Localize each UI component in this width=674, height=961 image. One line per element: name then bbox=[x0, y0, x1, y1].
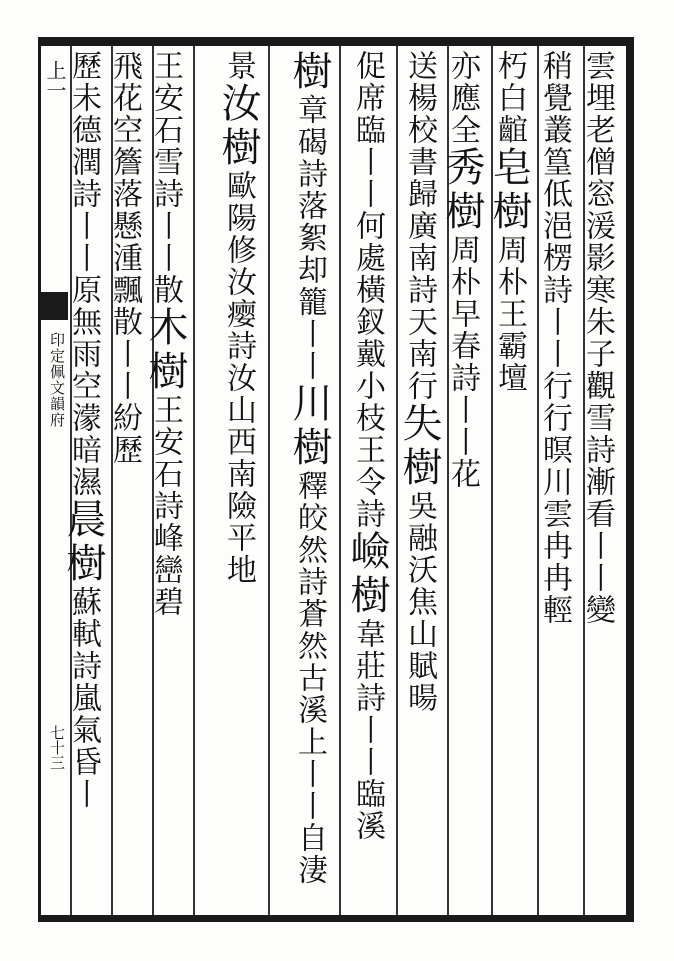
column-text: 飄散丨丨紛歷 bbox=[107, 274, 142, 466]
entry-heading: 嶮樹 bbox=[344, 530, 390, 618]
text-column-11 bbox=[60, 50, 110, 912]
frame-top-border bbox=[38, 37, 634, 46]
column-text: 促席臨丨丨何處橫釵戴小枝王令詩 bbox=[350, 50, 385, 530]
text-column-1 bbox=[580, 50, 624, 912]
entry-heading: 失樹 bbox=[396, 402, 442, 490]
entry-heading: 汝樹 bbox=[215, 82, 261, 170]
text-column-5 bbox=[396, 50, 446, 912]
entry-heading: 川樹 bbox=[286, 382, 332, 470]
text-column-9 bbox=[142, 50, 192, 912]
entry-heading: 木樹 bbox=[142, 306, 188, 394]
margin-top-label: 上⼀ bbox=[43, 60, 67, 100]
column-text: 稍覺叢篁低浥 bbox=[537, 50, 572, 242]
text-column-8 bbox=[205, 50, 265, 912]
text-column-3 bbox=[486, 50, 536, 912]
text-column-7 bbox=[280, 50, 336, 912]
column-text: 韋莊詩丨丨臨溪 bbox=[350, 618, 385, 842]
entry-heading: 秀樹 bbox=[439, 146, 485, 234]
column-text: 歐陽修汝瘿詩汝山西南險平地 bbox=[221, 170, 256, 586]
column-text: 章碣詩落絮却籠丨丨 bbox=[292, 94, 327, 382]
text-column-2 bbox=[537, 50, 581, 912]
column-divider bbox=[193, 46, 195, 915]
column-text: 歷未德潤詩丨丨原無雨空濛暗濕 bbox=[66, 50, 101, 498]
margin-book-title: 印定佩文韻府 bbox=[48, 332, 66, 428]
entry-heading: 樹 bbox=[286, 50, 332, 94]
entry-heading: 晨樹 bbox=[60, 498, 106, 586]
text-column-4 bbox=[439, 50, 489, 912]
column-text: 亦應全 bbox=[445, 50, 480, 146]
column-text: 吳融沃焦山賦暘 bbox=[402, 490, 437, 714]
column-text: 飛花空簷落懸湩 bbox=[107, 50, 142, 274]
column-text: 景 bbox=[221, 50, 256, 82]
text-column-10 bbox=[107, 50, 151, 912]
frame-right-border bbox=[626, 37, 634, 922]
column-text: 雲埋老僧窓湲影寒朱子觀雪詩漸看丨丨變 bbox=[580, 50, 615, 626]
column-text: 蘇軾詩嵐氣昏丨 bbox=[66, 586, 101, 810]
page-number: 七十三 bbox=[48, 725, 66, 770]
column-text: 王安石雪詩丨丨散 bbox=[148, 50, 183, 306]
column-text: 朽白𪘲 bbox=[492, 50, 527, 146]
text-column-6 bbox=[344, 50, 394, 912]
column-divider bbox=[268, 46, 270, 915]
column-text: 王安石詩峰巒碧 bbox=[148, 394, 183, 618]
column-text: 送楊校書歸廣南詩天南行 bbox=[402, 50, 437, 402]
column-text: 周朴王霸壇 bbox=[492, 234, 527, 394]
frame-left-border bbox=[38, 37, 41, 922]
frame-bottom-border bbox=[38, 915, 634, 922]
column-text: 楞詩丨丨行行暝川雲冉冉輕 bbox=[537, 242, 572, 626]
column-text: 釋皎然詩蒼然古溪上丨丨自淒 bbox=[292, 470, 327, 886]
column-text: 周朴早春詩丨丨花 bbox=[445, 234, 480, 490]
entry-heading: 皂樹 bbox=[486, 146, 532, 234]
